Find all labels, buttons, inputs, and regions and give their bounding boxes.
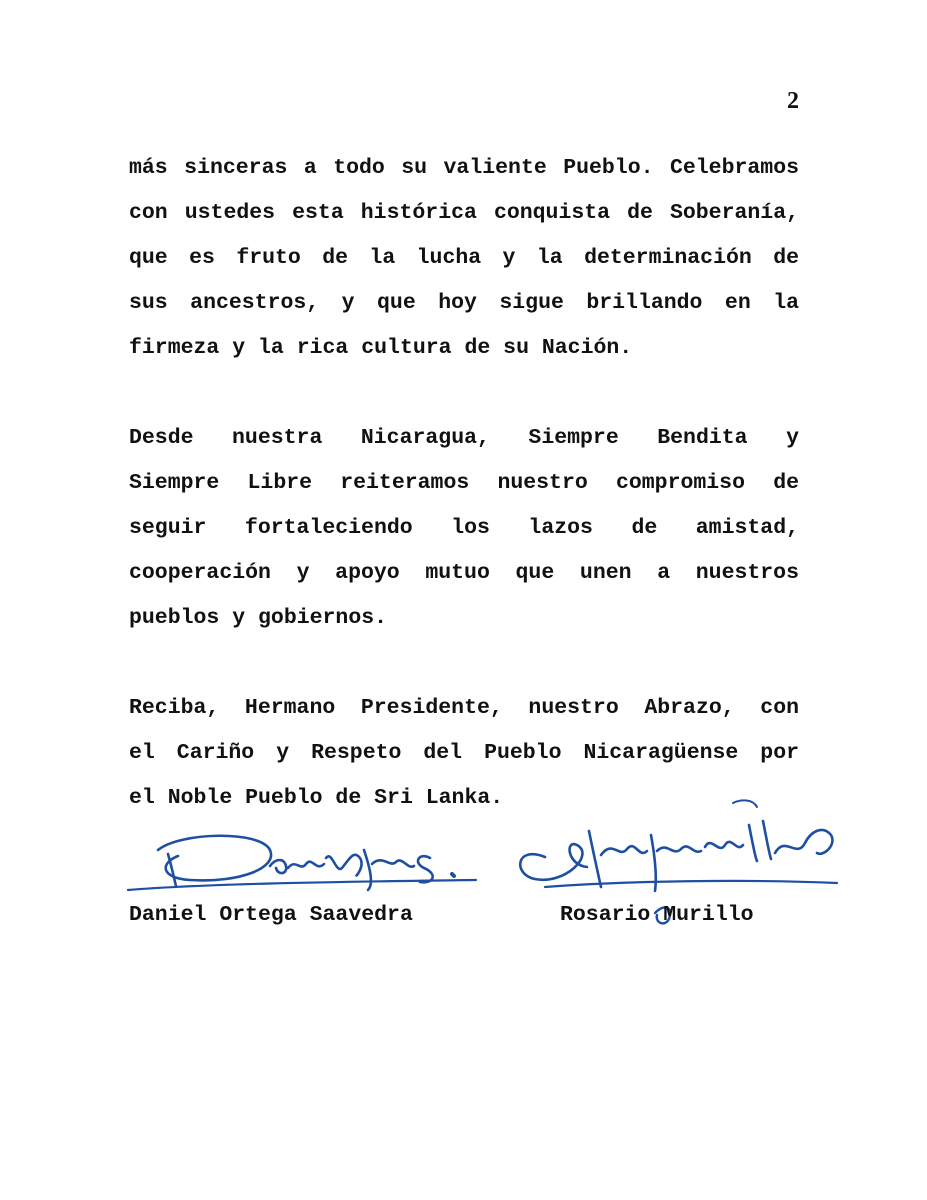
paragraph-line: más sinceras a todo su valiente Pueblo. Celebramos — [129, 156, 799, 180]
paragraph-line: que es fruto de la lucha y la determinación de — [129, 246, 799, 270]
paragraph-line: el Cariño y Respeto del Pueblo Nicaragüense por — [129, 741, 799, 765]
paragraph-line: sus ancestros, y que hoy sigue brillando en la — [129, 291, 799, 315]
page-number: 2 — [787, 88, 799, 114]
signer-name-left: Daniel Ortega Saavedra — [129, 903, 413, 927]
paragraph-commitment — [129, 416, 799, 641]
paragraph-line: Desde nuestra Nicaragua, Siempre Bendita y — [129, 426, 799, 450]
paragraph-celebration — [129, 146, 799, 371]
paragraph-line: firmeza y la rica cultura de su Nación. — [129, 336, 633, 360]
signature-strokes — [128, 836, 476, 890]
paragraph-line: pueblos y gobiernos. — [129, 606, 388, 630]
paragraph-line: con ustedes esta histórica conquista de Soberanía, — [129, 201, 799, 225]
paragraph-line: Siempre Libre reiteramos nuestro compromiso de — [129, 471, 799, 495]
signature-daniel-ortega — [120, 828, 485, 903]
paragraph-line: seguir fortaleciendo los lazos de amistad, — [129, 516, 799, 540]
paragraph-line: cooperación y apoyo mutuo que unen a nuestros — [129, 561, 799, 585]
paragraph-line: Reciba, Hermano Presidente, nuestro Abrazo, con — [129, 696, 799, 720]
paragraph-line: el Noble Pueblo de Sri Lanka. — [129, 786, 504, 810]
signer-name-right: Rosario Murillo — [560, 903, 754, 927]
